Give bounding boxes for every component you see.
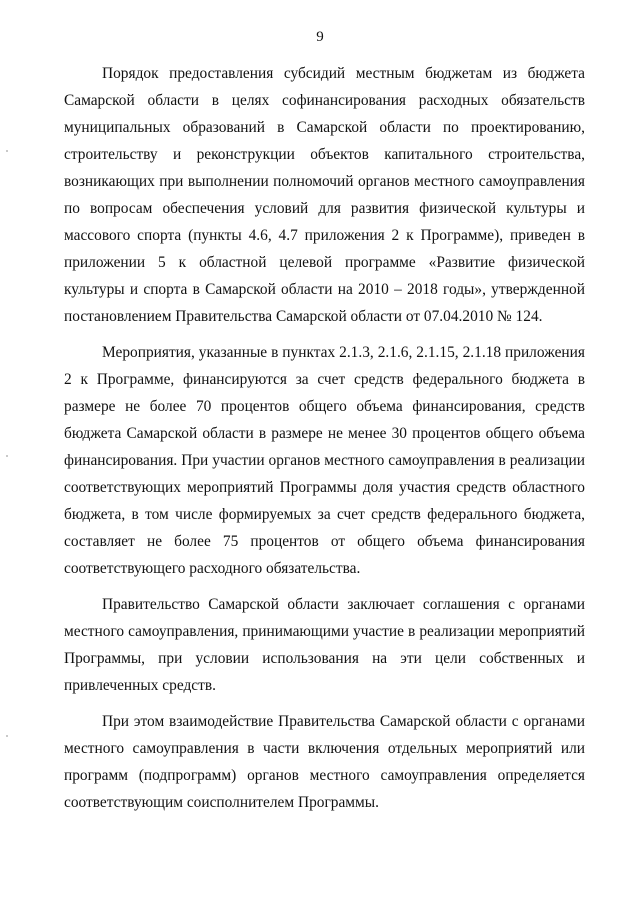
scan-speck [6,150,8,152]
scan-speck [6,735,8,737]
page-number: 9 [316,29,324,45]
scan-speck [6,455,8,457]
paragraph-subsidies-procedure: Порядок предоставления субсидий местным бюджетам из бюджета Самарской области в целях софинансирования расходных обязательств муниципальных образований в Самарской области по проектированию, строительству и реконструкции объектов капитального строительства, возникающих при выполнении полномочий органов местного самоуправления по вопросам обеспечения условий для развития физической культуры и массового спорта (пункты 4.6, 4.7 приложения 2 к Программе), приведен в приложении 5 к областной целевой программе «Развитие физической культуры и спорта в Самарской области на 2010 – 2018 годы», утвержденной постановлением Правительства Самарской области от 07.04.2010 № 124. [64,65,585,325]
paragraph-financing-activities: Мероприятия, указанные в пунктах 2.1.3, 2.1.6, 2.1.15, 2.1.18 приложения 2 к Программе, финансируются за счет средств федерального бюджета в размере не более 70 процентов общего объема финансирования, средств бюджета Самарской области в размере не менее 30 процентов общего объема финансирования. При участии органов местного самоуправления в реализации соответствующих мероприятий Программы доля участия средств областного бюджета, в том числе формируемых за счет средств федерального бюджета, составляет не более 75 процентов от общего объема финансирования соответствующего расходного обязательства. [64,344,585,577]
paragraph-government-agreements: Правительство Самарской области заключает соглашения с органами местного самоуправления, принимающими участие в реализации мероприятий Программы, при условии использования на эти цели собственных и привлеченных средств. [64,596,585,694]
document-body [64,60,585,816]
paragraph-interaction: При этом взаимодействие Правительства Самарской области с органами местного самоуправления в части включения отдельных мероприятий или программ (подпрограмм) органов местного самоуправления определяется соответствующим соисполнителем Программы. [64,713,585,811]
